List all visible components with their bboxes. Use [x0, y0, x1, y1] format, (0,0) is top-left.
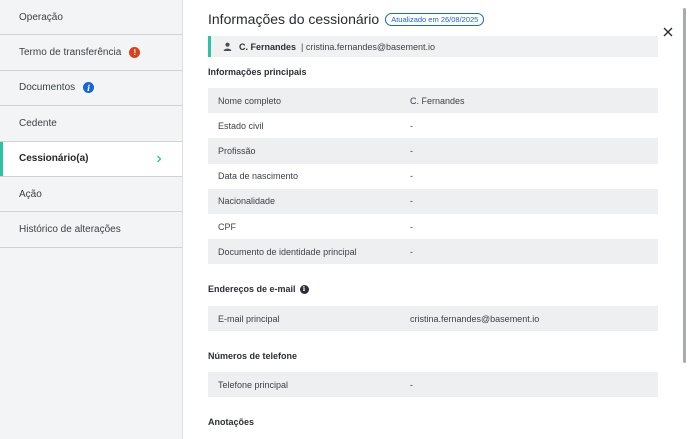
sidebar-item-cessionario[interactable]: [0, 142, 182, 177]
chevron-right-icon: [154, 154, 164, 164]
table-row: [208, 189, 658, 214]
sidebar: [0, 0, 183, 439]
sidebar-item-label: Operação: [19, 11, 63, 23]
emails-table: [208, 306, 658, 331]
row-value: -: [410, 379, 413, 390]
row-label: Nome completo: [218, 95, 282, 106]
sidebar-item-documentos[interactable]: [0, 71, 182, 106]
row-value: cristina.fernandes@basement.io: [410, 313, 540, 324]
phones-table: [208, 372, 658, 397]
info-icon[interactable]: i: [300, 285, 309, 294]
row-value: -: [410, 196, 413, 207]
alert-icon: !: [129, 47, 140, 58]
row-label: Nacionalidade: [218, 196, 276, 207]
sidebar-item-historico[interactable]: [0, 212, 182, 247]
table-row: [208, 239, 658, 264]
row-label: Profissão: [218, 145, 256, 156]
main-info-table: [208, 88, 658, 264]
table-row: [208, 306, 658, 331]
main-panel: [184, 0, 688, 439]
sidebar-item-label: Ação: [19, 188, 42, 200]
section-title-emails: [208, 284, 309, 294]
updated-badge: Atualizado em 26/08/2025: [385, 13, 484, 26]
table-row: [208, 113, 658, 138]
sidebar-item-label: Termo de transferência: [19, 47, 122, 59]
info-icon: i: [83, 82, 94, 93]
row-value: C. Fernandes: [410, 95, 465, 106]
table-row: [208, 88, 658, 113]
row-value: -: [410, 120, 413, 131]
sidebar-item-acao[interactable]: [0, 177, 182, 212]
person-email: | cristina.fernandes@basement.io: [301, 41, 436, 52]
sidebar-item-label: Histórico de alterações: [19, 224, 121, 236]
user-icon: [223, 42, 232, 51]
row-label: CPF: [218, 221, 236, 232]
header: [208, 11, 484, 27]
row-label: Data de nascimento: [218, 171, 299, 182]
person-name: C. Fernandes: [239, 41, 297, 52]
sidebar-item-label: Documentos: [19, 82, 76, 94]
sidebar-item-operacao[interactable]: [0, 0, 182, 35]
row-value: -: [410, 171, 413, 182]
row-label: Estado civil: [218, 120, 264, 131]
row-value: -: [410, 246, 413, 257]
row-value: -: [410, 221, 413, 232]
row-label: E-mail principal: [218, 313, 280, 324]
section-title-text: Endereços de e-mail: [208, 284, 296, 294]
close-icon[interactable]: [662, 26, 674, 38]
section-title-phones: Números de telefone: [208, 351, 298, 361]
table-row: [208, 138, 658, 163]
row-label: Telefone principal: [218, 379, 289, 390]
table-row: [208, 214, 658, 239]
person-summary: [208, 36, 658, 57]
row-label: Documento de identidade principal: [218, 246, 357, 257]
row-value: -: [410, 145, 413, 156]
table-row: [208, 372, 658, 397]
sidebar-item-label: Cedente: [19, 117, 57, 129]
scrollbar[interactable]: [683, 8, 686, 363]
section-title-notes: Anotações: [208, 417, 255, 427]
page-title: Informações do cessionário: [208, 11, 380, 27]
sidebar-item-termo-de-transferencia[interactable]: [0, 35, 182, 70]
sidebar-item-cedente[interactable]: [0, 106, 182, 141]
table-row: [208, 164, 658, 189]
section-title-main-info: Informações principais: [208, 67, 307, 77]
sidebar-item-label: Cessionário(a): [19, 153, 89, 165]
